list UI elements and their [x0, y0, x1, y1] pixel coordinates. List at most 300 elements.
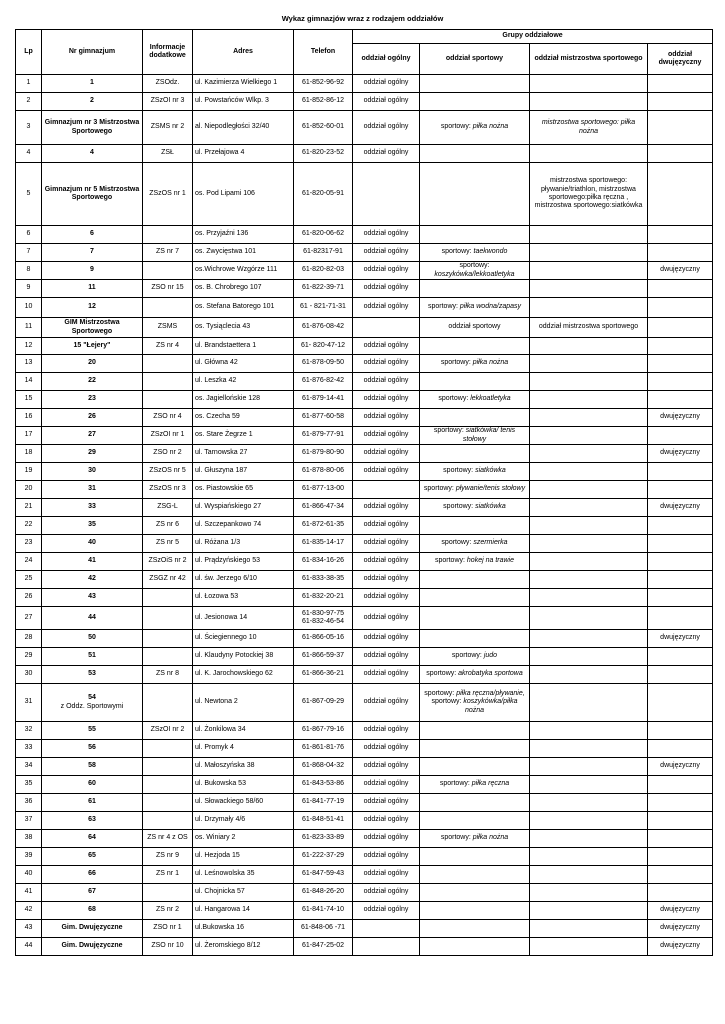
cell-ogolny: oddział ogólny: [353, 262, 420, 280]
cell-sportowy: sportowy: siatkówka: [420, 463, 530, 481]
cell-nr: Gim. Dwujęzyczne: [42, 920, 143, 938]
cell-dwuj: dwujęzyczny: [648, 409, 713, 427]
cell-lp: 40: [16, 866, 42, 884]
cell-info: ZSzOI nr 3: [143, 93, 193, 111]
cell-telefon: 61-848-51-41: [294, 812, 353, 830]
cell-lp: 23: [16, 535, 42, 553]
cell-nr: 66: [42, 866, 143, 884]
cell-lp: 14: [16, 373, 42, 391]
cell-info: ZS nr 6: [143, 517, 193, 535]
cell-dwuj: [648, 93, 713, 111]
cell-ogolny: oddział ogólny: [353, 553, 420, 571]
cell-adres: ul. Prądzyńskiego 53: [193, 553, 294, 571]
cell-lp: 38: [16, 830, 42, 848]
cell-adres: ul. Główna 42: [193, 355, 294, 373]
cell-sportowy: [420, 163, 530, 226]
cell-nr: 27: [42, 427, 143, 445]
cell-telefon: 61-866-47-34: [294, 499, 353, 517]
cell-ogolny: oddział ogólny: [353, 499, 420, 517]
cell-nr: 58: [42, 758, 143, 776]
cell-info: ZSO nr 2: [143, 445, 193, 463]
cell-lp: 29: [16, 648, 42, 666]
cell-ogolny: [353, 163, 420, 226]
cell-nr: Gim. Dwujęzyczne: [42, 938, 143, 956]
cell-dwuj: [648, 111, 713, 145]
cell-info: ZSzOS nr 3: [143, 481, 193, 499]
cell-dwuj: [648, 298, 713, 318]
cell-sportowy: sportowy: pływanie/tenis stołowy: [420, 481, 530, 499]
cell-lp: 10: [16, 298, 42, 318]
cell-lp: 13: [16, 355, 42, 373]
cell-ogolny: oddział ogólny: [353, 866, 420, 884]
cell-mistrz: [530, 920, 648, 938]
table-row: [16, 553, 713, 571]
cell-sportowy: [420, 226, 530, 244]
cell-sportowy: sportowy: taekwondo: [420, 244, 530, 262]
cell-lp: 26: [16, 589, 42, 607]
cell-telefon: 61-823-33-89: [294, 830, 353, 848]
cell-sportowy: [420, 373, 530, 391]
cell-sportowy: [420, 758, 530, 776]
cell-dwuj: dwujęzyczny: [648, 938, 713, 956]
cell-mistrz: mistrzostwa sportowego: pływanie/triathlon, mistrzostwa sportowego:piłka ręczna , mistrzostwa sportowego:siatkówka: [530, 163, 648, 226]
cell-dwuj: [648, 589, 713, 607]
cell-adres: ul. Brandstaettera 1: [193, 338, 294, 355]
cell-adres: ul. Newtona 2: [193, 684, 294, 722]
cell-mistrz: [530, 391, 648, 409]
cell-info: ZSMS nr 2: [143, 111, 193, 145]
table-row: [16, 776, 713, 794]
cell-mistrz: [530, 848, 648, 866]
cell-info: ZSG-L: [143, 499, 193, 517]
cell-adres: ul. Hezjoda 15: [193, 848, 294, 866]
header-adres: Adres: [193, 30, 294, 75]
cell-dwuj: [648, 648, 713, 666]
cell-lp: 9: [16, 280, 42, 298]
cell-ogolny: oddział ogólny: [353, 666, 420, 684]
cell-lp: 7: [16, 244, 42, 262]
cell-info: ZSO nr 4: [143, 409, 193, 427]
cell-ogolny: oddział ogólny: [353, 848, 420, 866]
cell-adres: ul.Bukowska 16: [193, 920, 294, 938]
table-row: [16, 75, 713, 93]
cell-info: ZSOdz.: [143, 75, 193, 93]
cell-dwuj: [648, 391, 713, 409]
cell-mistrz: [530, 535, 648, 553]
cell-ogolny: oddział ogólny: [353, 445, 420, 463]
cell-nr: 1: [42, 75, 143, 93]
cell-lp: 35: [16, 776, 42, 794]
cell-sportowy: sportowy: piłka ręczna/pływanie, sportowy: koszykówka/piłka nożna: [420, 684, 530, 722]
cell-nr: Gimnazjum nr 5 Mistrzostwa Sportowego: [42, 163, 143, 226]
cell-ogolny: oddział ogólny: [353, 111, 420, 145]
cell-dwuj: [648, 338, 713, 355]
cell-adres: ul. Leszka 42: [193, 373, 294, 391]
cell-ogolny: oddział ogólny: [353, 776, 420, 794]
cell-telefon: 61-877-60-58: [294, 409, 353, 427]
cell-adres: os. Tysiąclecia 43: [193, 318, 294, 338]
cell-mistrz: [530, 866, 648, 884]
cell-info: ZSzOS nr 5: [143, 463, 193, 481]
table-row: [16, 145, 713, 163]
cell-telefon: 61-820-05-91: [294, 163, 353, 226]
table-row: [16, 758, 713, 776]
table-row: [16, 684, 713, 722]
cell-nr: 44: [42, 607, 143, 630]
cell-adres: os. Stare Żegrze 1: [193, 427, 294, 445]
cell-mistrz: [530, 427, 648, 445]
cell-lp: 27: [16, 607, 42, 630]
header-sportowy: oddział sportowy: [420, 44, 530, 75]
cell-telefon: 61-832-20-21: [294, 589, 353, 607]
table-row: [16, 571, 713, 589]
cell-info: ZSO nr 1: [143, 920, 193, 938]
cell-lp: 8: [16, 262, 42, 280]
table-row: [16, 920, 713, 938]
cell-sportowy: sportowy: judo: [420, 648, 530, 666]
cell-adres: ul. Różana 1/3: [193, 535, 294, 553]
cell-nr: 23: [42, 391, 143, 409]
cell-info: [143, 391, 193, 409]
cell-nr: 31: [42, 481, 143, 499]
header-grupy: Grupy oddziałowe: [353, 30, 713, 44]
cell-info: ZSO nr 10: [143, 938, 193, 956]
cell-info: [143, 355, 193, 373]
cell-sportowy: sportowy: koszykówka/lekkoatletyka: [420, 262, 530, 280]
cell-mistrz: [530, 722, 648, 740]
table-row: [16, 848, 713, 866]
cell-nr: 60: [42, 776, 143, 794]
cell-dwuj: [648, 463, 713, 481]
cell-mistrz: [530, 740, 648, 758]
cell-sportowy: [420, 794, 530, 812]
cell-lp: 24: [16, 553, 42, 571]
header-telefon: Telefon: [294, 30, 353, 75]
cell-ogolny: [353, 920, 420, 938]
cell-sportowy: sportowy: siatkówka/ tenis stołowy: [420, 427, 530, 445]
cell-ogolny: oddział ogólny: [353, 794, 420, 812]
cell-sportowy: sportowy: lekkoatletyka: [420, 391, 530, 409]
cell-ogolny: oddział ogólny: [353, 630, 420, 648]
table-body: [16, 75, 713, 956]
cell-ogolny: oddział ogólny: [353, 463, 420, 481]
cell-info: [143, 373, 193, 391]
cell-ogolny: oddział ogólny: [353, 571, 420, 589]
cell-lp: 36: [16, 794, 42, 812]
cell-dwuj: [648, 517, 713, 535]
table-row: [16, 630, 713, 648]
cell-info: [143, 648, 193, 666]
cell-sportowy: sportowy: akrobatyka sportowa: [420, 666, 530, 684]
cell-telefon: 61-876-08-42: [294, 318, 353, 338]
cell-nr: 63: [42, 812, 143, 830]
cell-telefon: 61-872-61-35: [294, 517, 353, 535]
cell-dwuj: [648, 684, 713, 722]
cell-info: [143, 607, 193, 630]
cell-dwuj: [648, 244, 713, 262]
cell-telefon: 61-222-37-29: [294, 848, 353, 866]
cell-sportowy: [420, 607, 530, 630]
cell-mistrz: [530, 666, 648, 684]
cell-ogolny: oddział ogólny: [353, 740, 420, 758]
cell-adres: ul. Tarnowska 27: [193, 445, 294, 463]
cell-mistrz: oddział mistrzostwa sportowego: [530, 318, 648, 338]
cell-ogolny: oddział ogólny: [353, 298, 420, 318]
cell-sportowy: [420, 75, 530, 93]
cell-telefon: 61-82317-91: [294, 244, 353, 262]
cell-telefon: 61-867-79-16: [294, 722, 353, 740]
table-row: [16, 499, 713, 517]
cell-nr: GIM Mistrzostwa Sportowego: [42, 318, 143, 338]
header-mistrz: oddział mistrzostwa sportowego: [530, 44, 648, 75]
cell-adres: os. B. Chrobrego 107: [193, 280, 294, 298]
cell-adres: ul. K. Jarochowskiego 62: [193, 666, 294, 684]
cell-telefon: 61-848-06 -71: [294, 920, 353, 938]
cell-telefon: 61-820-23-52: [294, 145, 353, 163]
cell-sportowy: [420, 517, 530, 535]
cell-telefon: 61-822-39-71: [294, 280, 353, 298]
cell-sportowy: [420, 93, 530, 111]
cell-adres: os. Stefana Batorego 101: [193, 298, 294, 318]
table-row: [16, 244, 713, 262]
cell-info: ZS nr 8: [143, 666, 193, 684]
cell-sportowy: sportowy: hokej na trawie: [420, 553, 530, 571]
cell-telefon: 61-878-09-50: [294, 355, 353, 373]
cell-dwuj: [648, 535, 713, 553]
cell-dwuj: dwujęzyczny: [648, 445, 713, 463]
cell-adres: ul. Wyspiańskiego 27: [193, 499, 294, 517]
table-row: [16, 111, 713, 145]
cell-sportowy: [420, 338, 530, 355]
cell-ogolny: oddział ogólny: [353, 391, 420, 409]
table-row: [16, 355, 713, 373]
cell-ogolny: oddział ogólny: [353, 589, 420, 607]
cell-lp: 31: [16, 684, 42, 722]
table-row: [16, 481, 713, 499]
cell-mistrz: mistrzostwa sportowego: piłka nożna: [530, 111, 648, 145]
cell-sportowy: [420, 884, 530, 902]
cell-lp: 41: [16, 884, 42, 902]
cell-telefon: 61-843-53-86: [294, 776, 353, 794]
cell-mistrz: [530, 589, 648, 607]
cell-lp: 18: [16, 445, 42, 463]
cell-adres: ul. Hangarowa 14: [193, 902, 294, 920]
cell-mistrz: [530, 298, 648, 318]
cell-sportowy: sportowy: piłka nożna: [420, 830, 530, 848]
cell-telefon: 61-879-14-41: [294, 391, 353, 409]
cell-mistrz: [530, 607, 648, 630]
cell-nr: 11: [42, 280, 143, 298]
cell-telefon: 61-830-97-75 61-832-46-54: [294, 607, 353, 630]
cell-dwuj: [648, 373, 713, 391]
cell-ogolny: oddział ogólny: [353, 373, 420, 391]
cell-lp: 22: [16, 517, 42, 535]
cell-ogolny: [353, 938, 420, 956]
cell-dwuj: [648, 794, 713, 812]
cell-adres: al. Niepodległości 32/40: [193, 111, 294, 145]
cell-info: [143, 776, 193, 794]
cell-ogolny: oddział ogólny: [353, 355, 420, 373]
table-row: [16, 589, 713, 607]
table-row: [16, 648, 713, 666]
cell-mistrz: [530, 481, 648, 499]
cell-telefon: 61-847-59-43: [294, 866, 353, 884]
cell-telefon: 61-852-60-01: [294, 111, 353, 145]
cell-lp: 43: [16, 920, 42, 938]
cell-info: ZSO nr 15: [143, 280, 193, 298]
cell-mistrz: [530, 517, 648, 535]
cell-nr: 50: [42, 630, 143, 648]
cell-info: [143, 262, 193, 280]
table-row: [16, 902, 713, 920]
cell-sportowy: sportowy: piłka nożna: [420, 111, 530, 145]
cell-nr: 9: [42, 262, 143, 280]
cell-mistrz: [530, 794, 648, 812]
cell-dwuj: [648, 830, 713, 848]
cell-sportowy: sportowy: piłka wodna/zapasy: [420, 298, 530, 318]
cell-mistrz: [530, 630, 648, 648]
cell-telefon: 61 - 821-71-31: [294, 298, 353, 318]
cell-sportowy: [420, 920, 530, 938]
cell-nr: 40: [42, 535, 143, 553]
cell-lp: 19: [16, 463, 42, 481]
cell-adres: ul. Szczepankowo 74: [193, 517, 294, 535]
table-row: [16, 517, 713, 535]
cell-nr: 61: [42, 794, 143, 812]
cell-mistrz: [530, 499, 648, 517]
cell-nr: 6: [42, 226, 143, 244]
cell-nr: 35: [42, 517, 143, 535]
cell-sportowy: sportowy: piłka ręczna: [420, 776, 530, 794]
cell-adres: os. Pod Lipami 106: [193, 163, 294, 226]
cell-nr: 64: [42, 830, 143, 848]
cell-dwuj: [648, 884, 713, 902]
cell-lp: 15: [16, 391, 42, 409]
table-row: [16, 666, 713, 684]
cell-mistrz: [530, 244, 648, 262]
cell-mistrz: [530, 445, 648, 463]
cell-telefon: 61-868-04-32: [294, 758, 353, 776]
cell-adres: ul. Słowackiego 58/60: [193, 794, 294, 812]
cell-mistrz: [530, 776, 648, 794]
cell-ogolny: [353, 481, 420, 499]
cell-ogolny: oddział ogólny: [353, 902, 420, 920]
cell-telefon: 61-878-80-06: [294, 463, 353, 481]
table-row: [16, 607, 713, 630]
cell-nr: 68: [42, 902, 143, 920]
cell-nr: 22: [42, 373, 143, 391]
cell-info: ZSGZ nr 42: [143, 571, 193, 589]
cell-info: [143, 812, 193, 830]
cell-ogolny: oddział ogólny: [353, 145, 420, 163]
cell-dwuj: [648, 776, 713, 794]
cell-telefon: 61-866-36-21: [294, 666, 353, 684]
cell-sportowy: [420, 902, 530, 920]
cell-telefon: 61-841-74-10: [294, 902, 353, 920]
cell-adres: os. Piastowskie 65: [193, 481, 294, 499]
table-row: [16, 391, 713, 409]
cell-nr: 55: [42, 722, 143, 740]
cell-telefon: 61-879-77-91: [294, 427, 353, 445]
table-row: [16, 226, 713, 244]
cell-lp: 33: [16, 740, 42, 758]
cell-mistrz: [530, 226, 648, 244]
cell-sportowy: sportowy: siatkówka: [420, 499, 530, 517]
cell-dwuj: [648, 607, 713, 630]
cell-telefon: 61-835-14-17: [294, 535, 353, 553]
cell-adres: ul. Małoszyńska 38: [193, 758, 294, 776]
cell-sportowy: [420, 280, 530, 298]
cell-mistrz: [530, 553, 648, 571]
cell-dwuj: dwujęzyczny: [648, 630, 713, 648]
cell-dwuj: [648, 280, 713, 298]
header-dwuj: oddział dwujęzyczny: [648, 44, 713, 75]
cell-adres: ul. Leśnowolska 35: [193, 866, 294, 884]
table-row: [16, 262, 713, 280]
cell-nr: Gimnazjum nr 3 Mistrzostwa Sportowego: [42, 111, 143, 145]
cell-telefon: 61-867-09-29: [294, 684, 353, 722]
cell-info: [143, 589, 193, 607]
cell-adres: ul. Żonkilowa 34: [193, 722, 294, 740]
cell-adres: ul. Żeromskiego 8/12: [193, 938, 294, 956]
cell-info: [143, 630, 193, 648]
cell-lp: 42: [16, 902, 42, 920]
cell-info: ZSzOI nr 2: [143, 722, 193, 740]
cell-info: ZSMS: [143, 318, 193, 338]
cell-mistrz: [530, 571, 648, 589]
cell-telefon: 61-847-25-02: [294, 938, 353, 956]
cell-ogolny: oddział ogólny: [353, 244, 420, 262]
cell-mistrz: [530, 938, 648, 956]
cell-ogolny: oddział ogólny: [353, 535, 420, 553]
cell-info: [143, 740, 193, 758]
cell-info: ZSzOI nr 1: [143, 427, 193, 445]
cell-adres: ul. Klaudyny Potockiej 38: [193, 648, 294, 666]
schools-table: [15, 29, 713, 956]
cell-nr: 26: [42, 409, 143, 427]
cell-dwuj: [648, 866, 713, 884]
cell-info: ZS nr 1: [143, 866, 193, 884]
cell-info: ZS nr 4 z OS: [143, 830, 193, 848]
table-row: [16, 427, 713, 445]
cell-adres: ul. Kazimierza Wielkiego 1: [193, 75, 294, 93]
cell-info: [143, 226, 193, 244]
cell-dwuj: [648, 812, 713, 830]
cell-sportowy: sportowy: piłka nożna: [420, 355, 530, 373]
cell-info: ZS nr 2: [143, 902, 193, 920]
cell-mistrz: [530, 463, 648, 481]
table-row: [16, 338, 713, 355]
cell-telefon: 61-820-82-03: [294, 262, 353, 280]
cell-nr: 4: [42, 145, 143, 163]
cell-dwuj: [648, 553, 713, 571]
cell-info: ZSzOS nr 1: [143, 163, 193, 226]
table-row: [16, 409, 713, 427]
table-row: [16, 535, 713, 553]
table-row: [16, 318, 713, 338]
cell-nr: 42: [42, 571, 143, 589]
cell-adres: ul. Drzymały 4/6: [193, 812, 294, 830]
cell-ogolny: [353, 318, 420, 338]
cell-dwuj: [648, 145, 713, 163]
header-lp: Lp: [16, 30, 42, 75]
cell-dwuj: [648, 571, 713, 589]
cell-info: [143, 794, 193, 812]
cell-dwuj: [648, 75, 713, 93]
cell-lp: 2: [16, 93, 42, 111]
table-row: [16, 830, 713, 848]
cell-ogolny: oddział ogólny: [353, 648, 420, 666]
